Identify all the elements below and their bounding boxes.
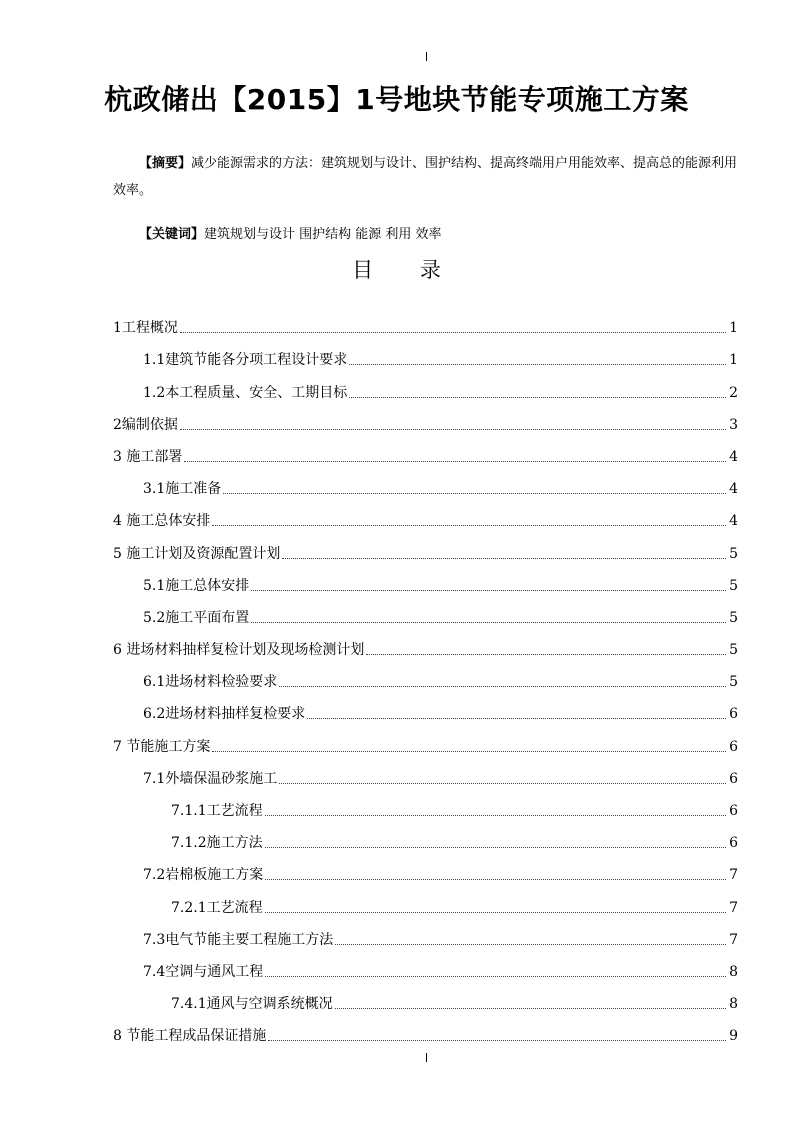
toc-entry-title: 3.1施工准备 <box>143 481 222 498</box>
abstract-text: 减少能源需求的方法：建筑规划与设计、围护结构、提高终端用户用能效率、提高总的能源利用效率。 <box>113 156 738 198</box>
toc-entry-title: 7.1.1工艺流程 <box>171 803 263 819</box>
toc-dot-leader <box>279 686 726 687</box>
toc-entry[interactable] <box>113 858 738 890</box>
toc-page-number: 8 <box>729 963 738 980</box>
toc-entry[interactable] <box>113 890 738 922</box>
toc-entry[interactable] <box>113 375 738 407</box>
toc-page-number: 4 <box>729 448 738 465</box>
toc-dot-leader <box>366 654 726 655</box>
toc-entry-title: 5.1施工总体安排 <box>143 577 250 594</box>
toc-page-number: 2 <box>729 384 738 401</box>
toc-entry-title: 7.1外墙保温砂浆施工 <box>143 770 278 787</box>
keywords-label: 【关键词】 <box>139 227 205 242</box>
toc-dot-leader <box>180 332 726 333</box>
toc-entry[interactable] <box>113 826 738 858</box>
toc-page-number: 1 <box>729 320 738 337</box>
toc-page-number: 7 <box>729 899 738 916</box>
toc-entry[interactable] <box>113 472 738 504</box>
toc-dot-leader <box>265 912 726 913</box>
toc-dot-leader <box>184 461 726 462</box>
toc-dot-leader <box>265 976 726 977</box>
toc-entry[interactable] <box>113 665 738 697</box>
toc-page-number: 7 <box>729 867 738 884</box>
toc-page-number: 6 <box>729 706 738 723</box>
toc-entry-title: 6 进场材料抽样复检计划及现场检测计划 <box>113 642 365 659</box>
toc-dot-leader <box>265 879 726 880</box>
keywords-text: 建筑规划与设计 围护结构 能源 利用 效率 <box>204 227 442 242</box>
toc-dot-leader <box>349 397 726 398</box>
toc-entry[interactable] <box>113 569 738 601</box>
toc-page-number: 7 <box>729 931 738 948</box>
toc-entry-title: 7.4空调与通风工程 <box>143 963 264 980</box>
toc-dot-leader <box>307 718 726 719</box>
toc-dot-leader <box>223 493 726 494</box>
toc-entry-title: 6.1进场材料检验要求 <box>143 674 278 691</box>
toc-dot-leader <box>212 751 726 752</box>
toc-page-number: 6 <box>729 835 738 852</box>
toc-entry[interactable] <box>113 536 738 568</box>
toc-entry-title: 4 施工总体安排 <box>113 513 211 530</box>
toc-page-number: 4 <box>729 481 738 498</box>
toc-page-number: 3 <box>729 416 738 433</box>
toc-page-number: 5 <box>729 674 738 691</box>
toc-entry-title: 7 节能施工方案 <box>113 738 211 755</box>
toc-entry[interactable] <box>113 1019 738 1051</box>
toc-page-number: 5 <box>729 577 738 594</box>
toc-dot-leader <box>335 944 726 945</box>
toc-page-number: 4 <box>729 513 738 530</box>
toc-entry-title: 7.4.1通风与空调系统概况 <box>171 996 333 1013</box>
document-title: 杭政储出【2015】1号地块节能专项施工方案 <box>104 83 689 116</box>
toc-entry[interactable] <box>113 601 738 633</box>
toc-page-number: 9 <box>729 1028 738 1045</box>
toc-dot-leader <box>282 558 726 559</box>
toc-dot-leader <box>180 429 726 430</box>
toc-dot-leader <box>251 590 726 591</box>
toc-dot-leader <box>265 815 726 816</box>
abstract-label: 【摘要】 <box>139 156 192 171</box>
toc-heading: 目 录 <box>352 258 461 282</box>
toc-page-number: 1 <box>729 352 738 369</box>
toc-entry-title: 5.2施工平面布置 <box>143 609 250 626</box>
toc-entry-title: 7.3电气节能主要工程施工方法 <box>143 931 334 948</box>
toc-entry-title: 1工程概况 <box>113 320 178 337</box>
toc-entry-title: 1.1建筑节能各分项工程设计要求 <box>143 352 348 369</box>
toc-dot-leader <box>265 847 726 848</box>
toc-entry[interactable] <box>113 343 738 375</box>
toc-entry[interactable] <box>113 697 738 729</box>
toc-entry-title: 1.2本工程质量、安全、工期目标 <box>143 384 348 401</box>
toc-entry[interactable] <box>113 762 738 794</box>
toc-page-number: 5 <box>729 609 738 626</box>
toc-page-number: 6 <box>729 738 738 755</box>
toc-entry-title: 5 施工计划及资源配置计划 <box>113 545 281 562</box>
toc-entry-title: 8 节能工程成品保证措施 <box>113 1028 267 1045</box>
toc-entry[interactable] <box>113 633 738 665</box>
toc-entry[interactable] <box>113 729 738 761</box>
toc-entry[interactable] <box>113 794 738 826</box>
toc-entry-title: 2编制依据 <box>113 416 178 433</box>
toc-page-number: 6 <box>729 770 738 787</box>
abstract-paragraph <box>113 150 743 204</box>
toc-dot-leader <box>251 622 726 623</box>
toc-page-number: 5 <box>729 545 738 562</box>
table-of-contents <box>113 311 738 1051</box>
toc-dot-leader <box>335 1008 726 1009</box>
toc-entry[interactable] <box>113 955 738 987</box>
toc-entry[interactable] <box>113 408 738 440</box>
toc-entry[interactable] <box>113 987 738 1019</box>
page-bottom-marker <box>426 1053 427 1062</box>
toc-page-number: 8 <box>729 996 738 1013</box>
toc-dot-leader <box>279 783 726 784</box>
toc-entry[interactable] <box>113 311 738 343</box>
toc-entry-title: 7.2岩棉板施工方案 <box>143 867 264 884</box>
toc-dot-leader <box>268 1040 726 1041</box>
toc-entry-title: 6.2进场材料抽样复检要求 <box>143 706 306 723</box>
page-top-marker <box>426 52 427 61</box>
toc-entry[interactable] <box>113 923 738 955</box>
toc-dot-leader <box>212 525 726 526</box>
toc-entry-title: 7.1.2施工方法 <box>171 835 263 852</box>
toc-dot-leader <box>349 364 726 365</box>
toc-page-number: 5 <box>729 642 738 659</box>
keywords-paragraph <box>113 224 743 246</box>
toc-entry-title: 3 施工部署 <box>113 448 183 465</box>
toc-entry[interactable] <box>113 440 738 472</box>
toc-entry[interactable] <box>113 504 738 536</box>
toc-entry-title: 7.2.1工艺流程 <box>171 899 263 916</box>
toc-page-number: 6 <box>729 803 738 819</box>
